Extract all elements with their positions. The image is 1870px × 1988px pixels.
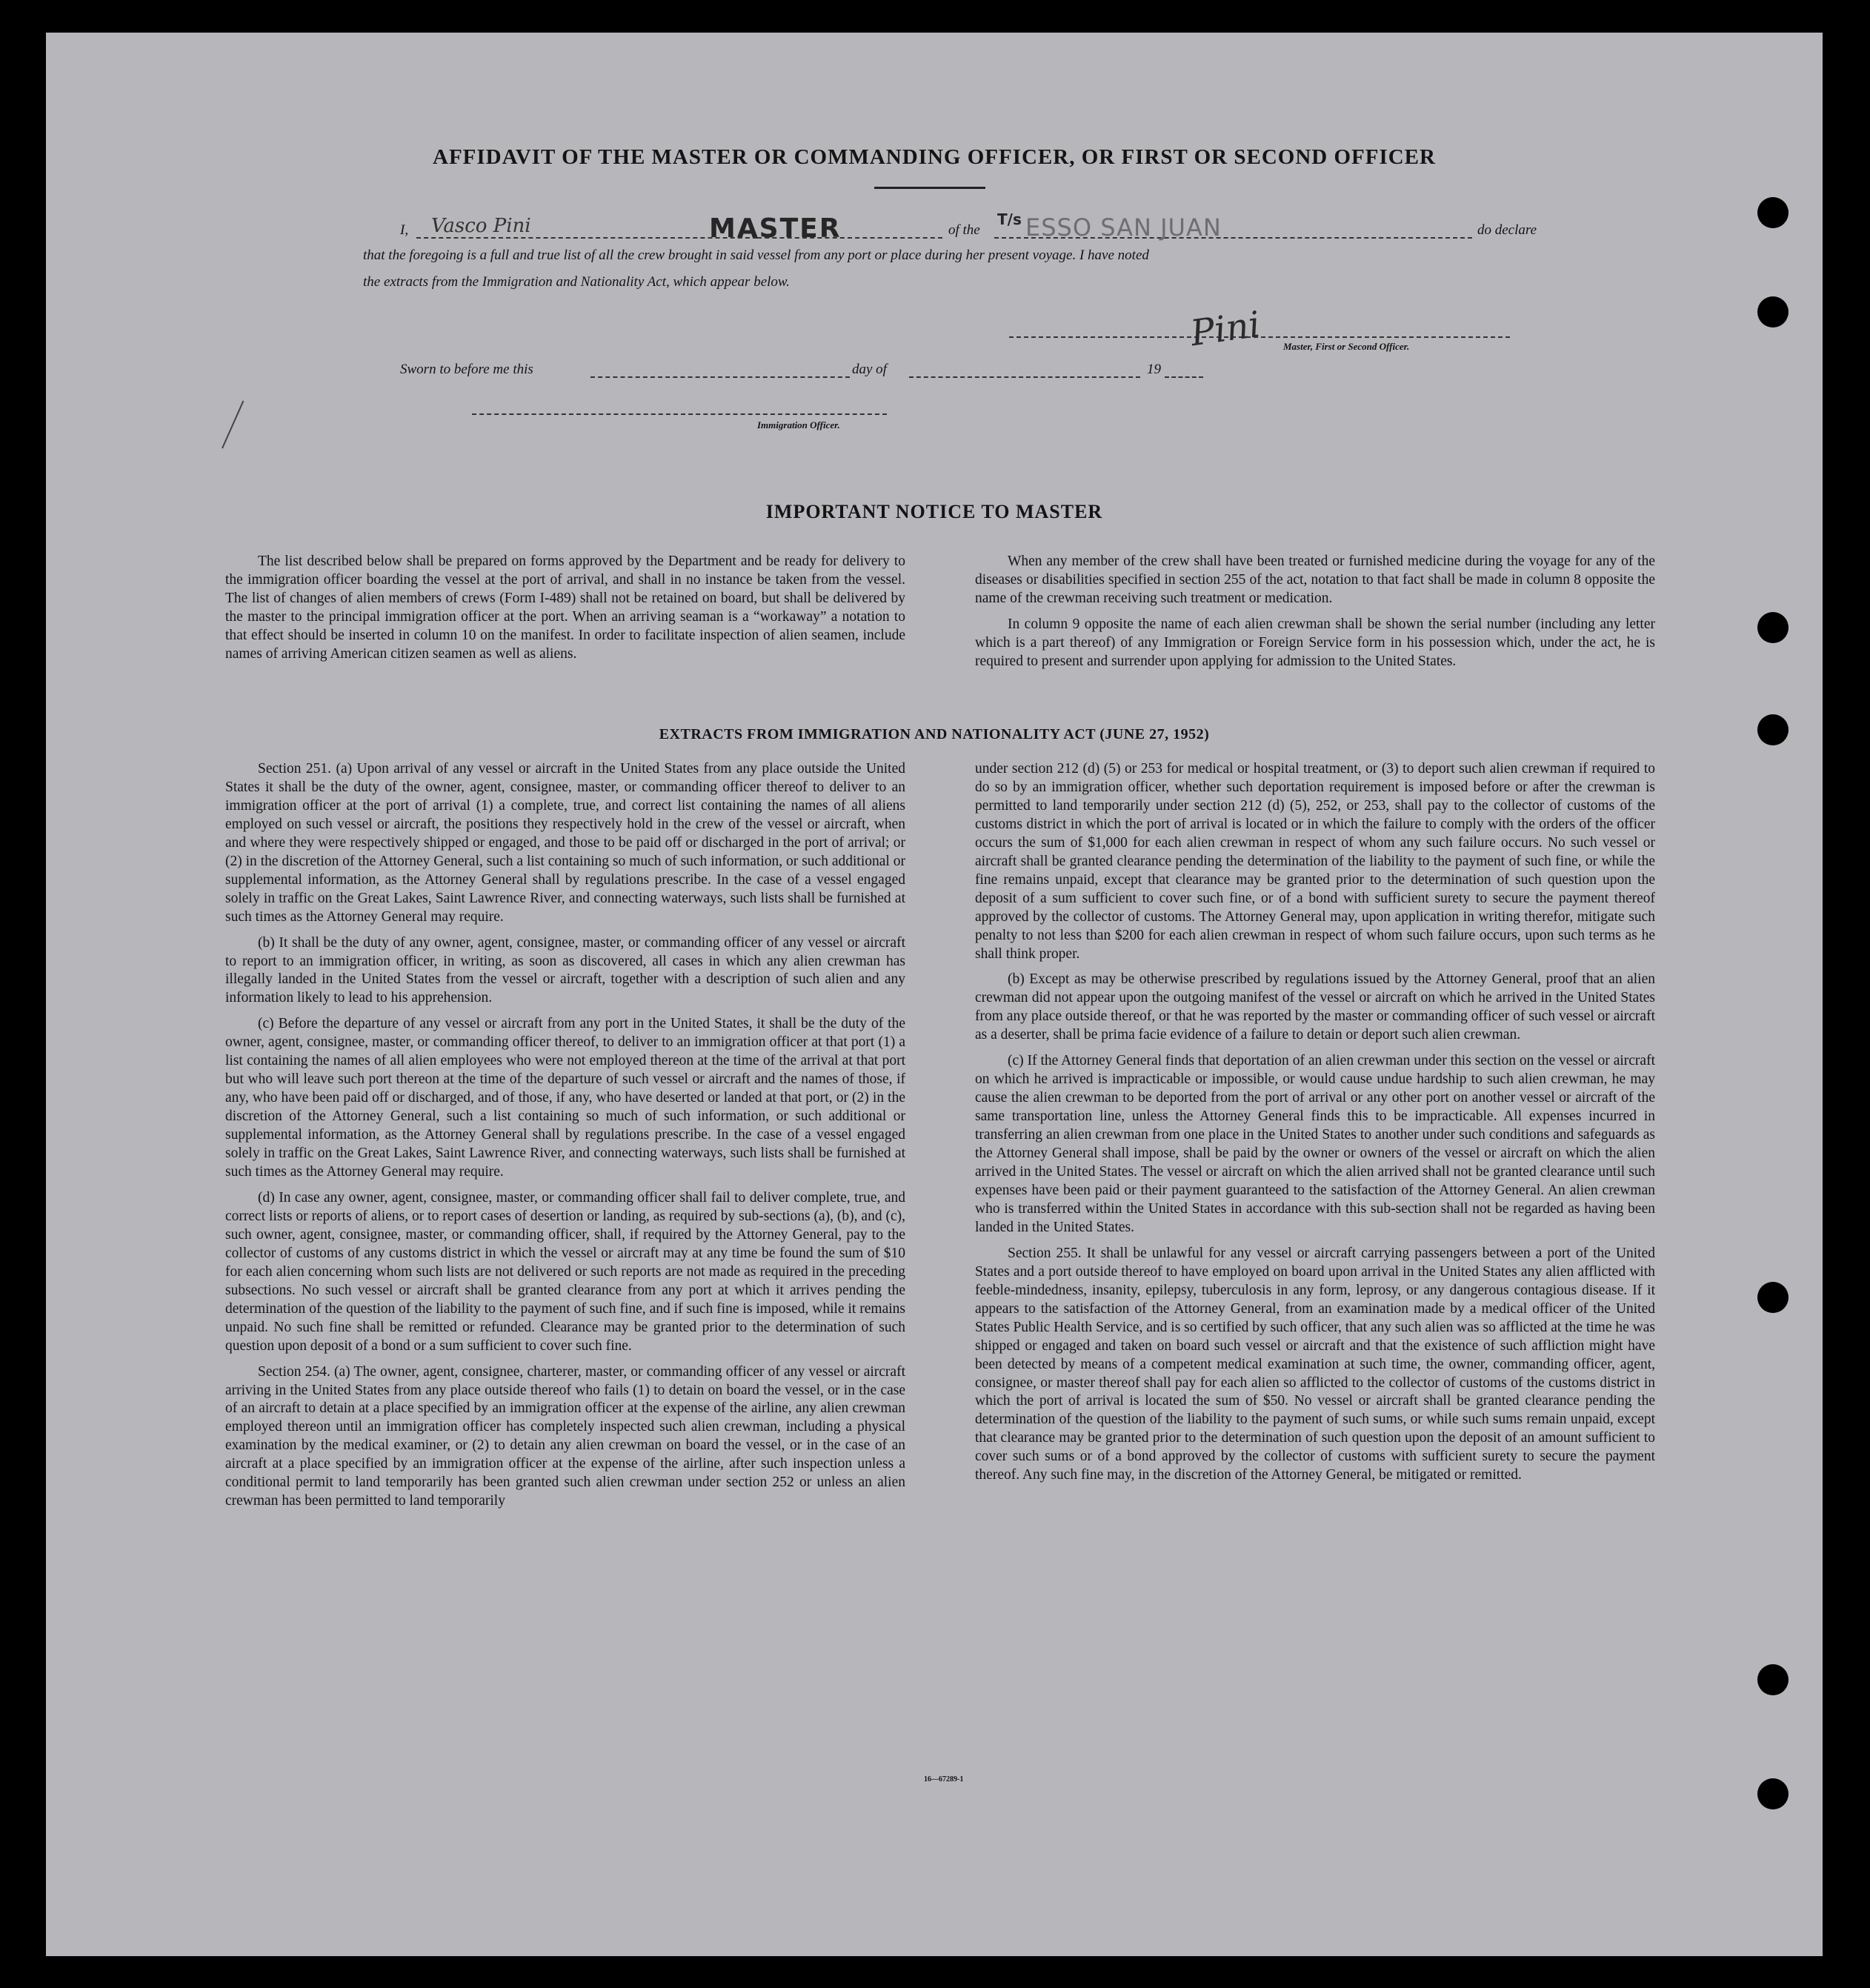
vessel-name: ESSO SAN JUAN [1025, 213, 1222, 242]
notice-right-column [975, 553, 1655, 679]
signer-name: Vasco Pini [431, 215, 531, 237]
declaration-line-1: that the foregoing is a full and true list of all the crew brought in said vessel from any port or place during her present voyage. I have noted [363, 247, 1149, 263]
notice-paragraph: In column 9 opposite the name of each alien crewman shall be shown the serial number (including any letter which is a part thereof) of any Immigration or Foreign Service form in his possession which, under the act, he is required to present and surrender upon applying for admission to the United States. [975, 616, 1655, 669]
officer-signature-line [472, 413, 887, 415]
officer-caption: Immigration Officer. [757, 419, 840, 430]
sworn-day-line [590, 376, 850, 378]
notice-paragraph: When any member of the crew shall have been treated or furnished medicine during the voyage for any of the diseases or disabilities specified in section 255 of the act, notation to that fact shall be made in column 8 opposite the name of the crewman receiving such treatment or medication. [975, 553, 1655, 606]
notice-left-column [225, 553, 905, 671]
form-code: 16—67289-1 [924, 1775, 964, 1783]
year-label: 19 [1147, 362, 1161, 377]
affidavit-title: AFFIDAVIT OF THE MASTER OR COMMANDING OFFICER, OR FIRST OR SECOND OFFICER [433, 145, 1436, 169]
notice-title: IMPORTANT NOTICE TO MASTER [765, 501, 1103, 522]
punch-hole [1757, 1282, 1789, 1313]
extracts-title: EXTRACTS FROM IMMIGRATION AND NATIONALITY ACT (JUNE 27, 1952) [659, 726, 1210, 742]
notice-paragraph: The list described below shall be prepared on forms approved by the Department and be ready for delivery to the immigration officer boarding the vessel at the port of arrival, and shall in no instance be taken from the vessel. The list of changes of alien members of crews (Form I-489) shall not be retained on board, but shall be delivered by the master to the principal immigration officer at the port. When an arriving seaman is a “workaway” a notation to that effect should be inserted in column 10 on the manifest. In order to facilitate inspection of alien seamen, include names of arriving American citizen seamen as well as aliens. [225, 553, 905, 662]
pen-mark [222, 401, 244, 449]
signature-caption: Master, First or Second Officer. [1283, 341, 1410, 352]
name-field-line [416, 237, 757, 239]
sworn-label: Sworn to before me this [400, 362, 533, 377]
vessel-prefix: T/s [997, 210, 1022, 228]
section-paragraph: (b) Except as may be otherwise prescribed by regulations issued by the Attorney General, proof that an alien crewman did not appear upon the outgoing manifest of the vessel or aircraft on which he arrived in the United States from any place outside thereof, or that he was reported by the master or commanding officer of such vessel or aircraft as a deserter, shall be prima facie evidence of a failure to detain or deport such alien crewman. [975, 971, 1655, 1043]
section-paragraph: Section 251. (a) Upon arrival of any vessel or aircraft in the United States from any place outside the United States it shall be the duty of the owner, agent, consignee, master, or commanding officer thereof to deliver to an immigration officer at the port of arrival (1) a complete, true, and correct list containing the names of all aliens employed on such vessel or aircraft, the positions they respectively hold in the crew of the vessel or aircraft, when and where they were respectively shipped or engaged, and those to be paid off or discharged in the port of arrival; or (2) in the discretion of the Attorney General, such a list containing so much of such information, or such additional or supplemental information, as the Attorney General shall by regulations prescribe. In the case of a vessel engaged solely in traffic on the Great Lakes, Saint Lawrence River, and connecting waterways, such lists shall be furnished at such times as the Attorney General may require. [225, 761, 905, 925]
title-rule [874, 187, 985, 189]
section-paragraph: under section 212 (d) (5) or 253 for medical or hospital treatment, or (3) to deport such alien crewman if required to do so by an immigration officer, whether such deportation requirement is imposed before or after the crewman is permitted to land temporarily under section 212 (d) (5), 252, or 253, shall pay to the collector of customs of the customs district in which the port of arrival is located or in which the failure to comply with the orders of the officer occurs the sum of $1,000 for each alien crewman in respect of whom any such failure occurs. No such vessel or aircraft shall be granted clearance pending the determination of the liability to the payment of such fine, or while the fine remains unpaid, except that clearance may be granted prior to the determination of such question upon the deposit of a sum sufficient to cover such fine, or of a bond with sufficient surety to secure the payment thereof approved by the collector of customs. The Attorney General may, upon application in writing therefor, mitigate such penalty to not less than $200 for each alien crewman in respect of whom such failure occurs, upon such terms as he shall think proper. [975, 761, 1655, 962]
section-paragraph: (d) In case any owner, agent, consignee, master, or commanding officer shall fail to deliver complete, true, and correct lists or reports of aliens, or to report cases of desertion or landing, as required by sub-sections (a), (b), and (c), such owner, agent, consignee, master, or commanding officer, shall, if required by the Attorney General, pay to the collector of customs of any customs district in which the vessel or aircraft may at any time be found the sum of $10 for each alien concerning whom such lists are not delivered or such reports are not made as required in the preceding subsections. No such vessel or aircraft shall be granted clearance from any port at which it arrives pending the determination of the question of the liability to the payment of such fine, and if such fine is imposed, while it remains unpaid. No such fine shall be remitted or refunded. Clearance may be granted prior to the determination of such question upon deposit of a bond or a sum sufficient to cover such fine. [225, 1189, 905, 1354]
i-label: I, [400, 222, 409, 238]
document-page [46, 33, 1823, 1956]
extracts-right-column [975, 760, 1655, 1492]
do-declare-label: do declare [1477, 222, 1537, 238]
section-paragraph: (c) If the Attorney General finds that deportation of an alien crewman under this section on the vessel or aircraft on which he arrived is impracticable or impossible, or would cause undue hardship to such alien crewman, he may cause the alien crewman to be deported from the port of arrival or any other port on another vessel or aircraft of the same transportation line, unless the Attorney General finds this to be impracticable. All expenses incurred in transferring an alien crewman from one place in the United States to another under such conditions and safeguards as the Attorney General shall impose, shall be paid by the owner or owners of the vessel or aircraft on which the alien arrived in the United States. The vessel or aircraft on which the alien arrived shall not be granted clearance until such expenses have been paid or their payment guaranteed to the satisfaction of the Attorney General. An alien crewman who is transferred within the United States in accordance with this sub-section shall not be regarded as having been landed in the United States. [975, 1053, 1655, 1235]
day-of-label: day of [852, 362, 887, 377]
punch-hole [1757, 197, 1789, 228]
sworn-year-line [1165, 376, 1203, 378]
master-signature: Pini [1188, 303, 1263, 355]
punch-hole [1757, 1664, 1789, 1695]
extracts-left-column [225, 760, 905, 1518]
section-paragraph: Section 255. It shall be unlawful for any vessel or aircraft carrying passengers between a port of the United States and a port outside thereof to have employed on board upon arrival in the United States any alien afflicted with feeble-mindedness, insanity, epilepsy, tuberculosis in any form, leprosy, or any dangerous contagious disease. If it appears to the satisfaction of the Attorney General, from an examination made by a medical officer of the United States Public Health Service, and is so certified by such officer, that any such alien was so afflicted at the time he was shipped or engaged and taken on board such vessel or aircraft and that the existence of such affliction might have been detected by means of a competent medical examination at such time, the owner, commanding officer, agent, consignee, or master thereof shall pay for each alien so afflicted to the collector of customs of the customs district in which the port of arrival is located the sum of $50. No vessel or aircraft shall be granted clearance pending the determination of the question of the liability to the payment of such sums, or while such sums remain unpaid, except that clearance may be granted prior to the determination of such question upon the deposit of an amount sufficient to cover such sums or of a bond approved by the collector of customs with sufficient surety to secure the payment thereof. Any such fine may, in the discretion of the Attorney General, be mitigated or remitted. [975, 1245, 1655, 1483]
rank-value: MASTER [709, 213, 842, 244]
declaration-line-2: the extracts from the Immigration and Nationality Act, which appear below. [363, 274, 790, 290]
punch-hole [1757, 612, 1789, 643]
punch-hole [1757, 296, 1789, 328]
sworn-month-line [909, 376, 1140, 378]
section-paragraph: Section 254. (a) The owner, agent, consignee, charterer, master, or commanding officer of any vessel or aircraft arriving in the United States from any place outside thereof who fails (1) to detain on board the vessel, or in the case of an aircraft to detain at a place specified by an immigration officer at the expense of the airline, any alien crewman employed thereon until an immigration officer has completely inspected such alien crewman, including a physical examination by the medical examiner, or (2) to detain any alien crewman on board the vessel, or in the case of an aircraft at a place specified by an immigration officer at the expense of the airline, after such inspection unless a conditional permit to land temporarily has been granted such alien crewman under section 252 or unless an alien crewman has been permitted to land temporarily [225, 1363, 905, 1509]
punch-hole [1757, 714, 1789, 745]
section-paragraph: (b) It shall be the duty of any owner, agent, consignee, master, or commanding officer of any vessel or aircraft to report to an immigration officer, in writing, as soon as discovered, all cases in which any alien crewman has illegally landed in the United States from the vessel or aircraft, together with a description of such alien and any information likely to lead to his apprehension. [225, 934, 905, 1006]
punch-hole [1757, 1778, 1789, 1809]
of-the-label: of the [948, 222, 980, 238]
section-paragraph: (c) Before the departure of any vessel or aircraft from any port in the United States, it shall be the duty of the owner, agent, consignee, master, or commanding officer thereof, to deliver to an immigration officer at that port (1) a list containing the names of all alien employees who were not employed thereon at the time of the arrival at that port but who will leave such port thereon at the time of the departure of such vessel or aircraft and the names of those, if any, who have been paid off or discharged, and of those, if any, who have deserted or landed at that port, or (2) in the discretion of the Attorney General, such a list containing so much of such information, or such additional or supplemental information, as the Attorney General shall by regulations prescribe. In the case of a vessel engaged solely in traffic on the Great Lakes, Saint Lawrence River, and connecting waterways, such lists shall be furnished at such times as the Attorney General may require. [225, 1016, 905, 1180]
